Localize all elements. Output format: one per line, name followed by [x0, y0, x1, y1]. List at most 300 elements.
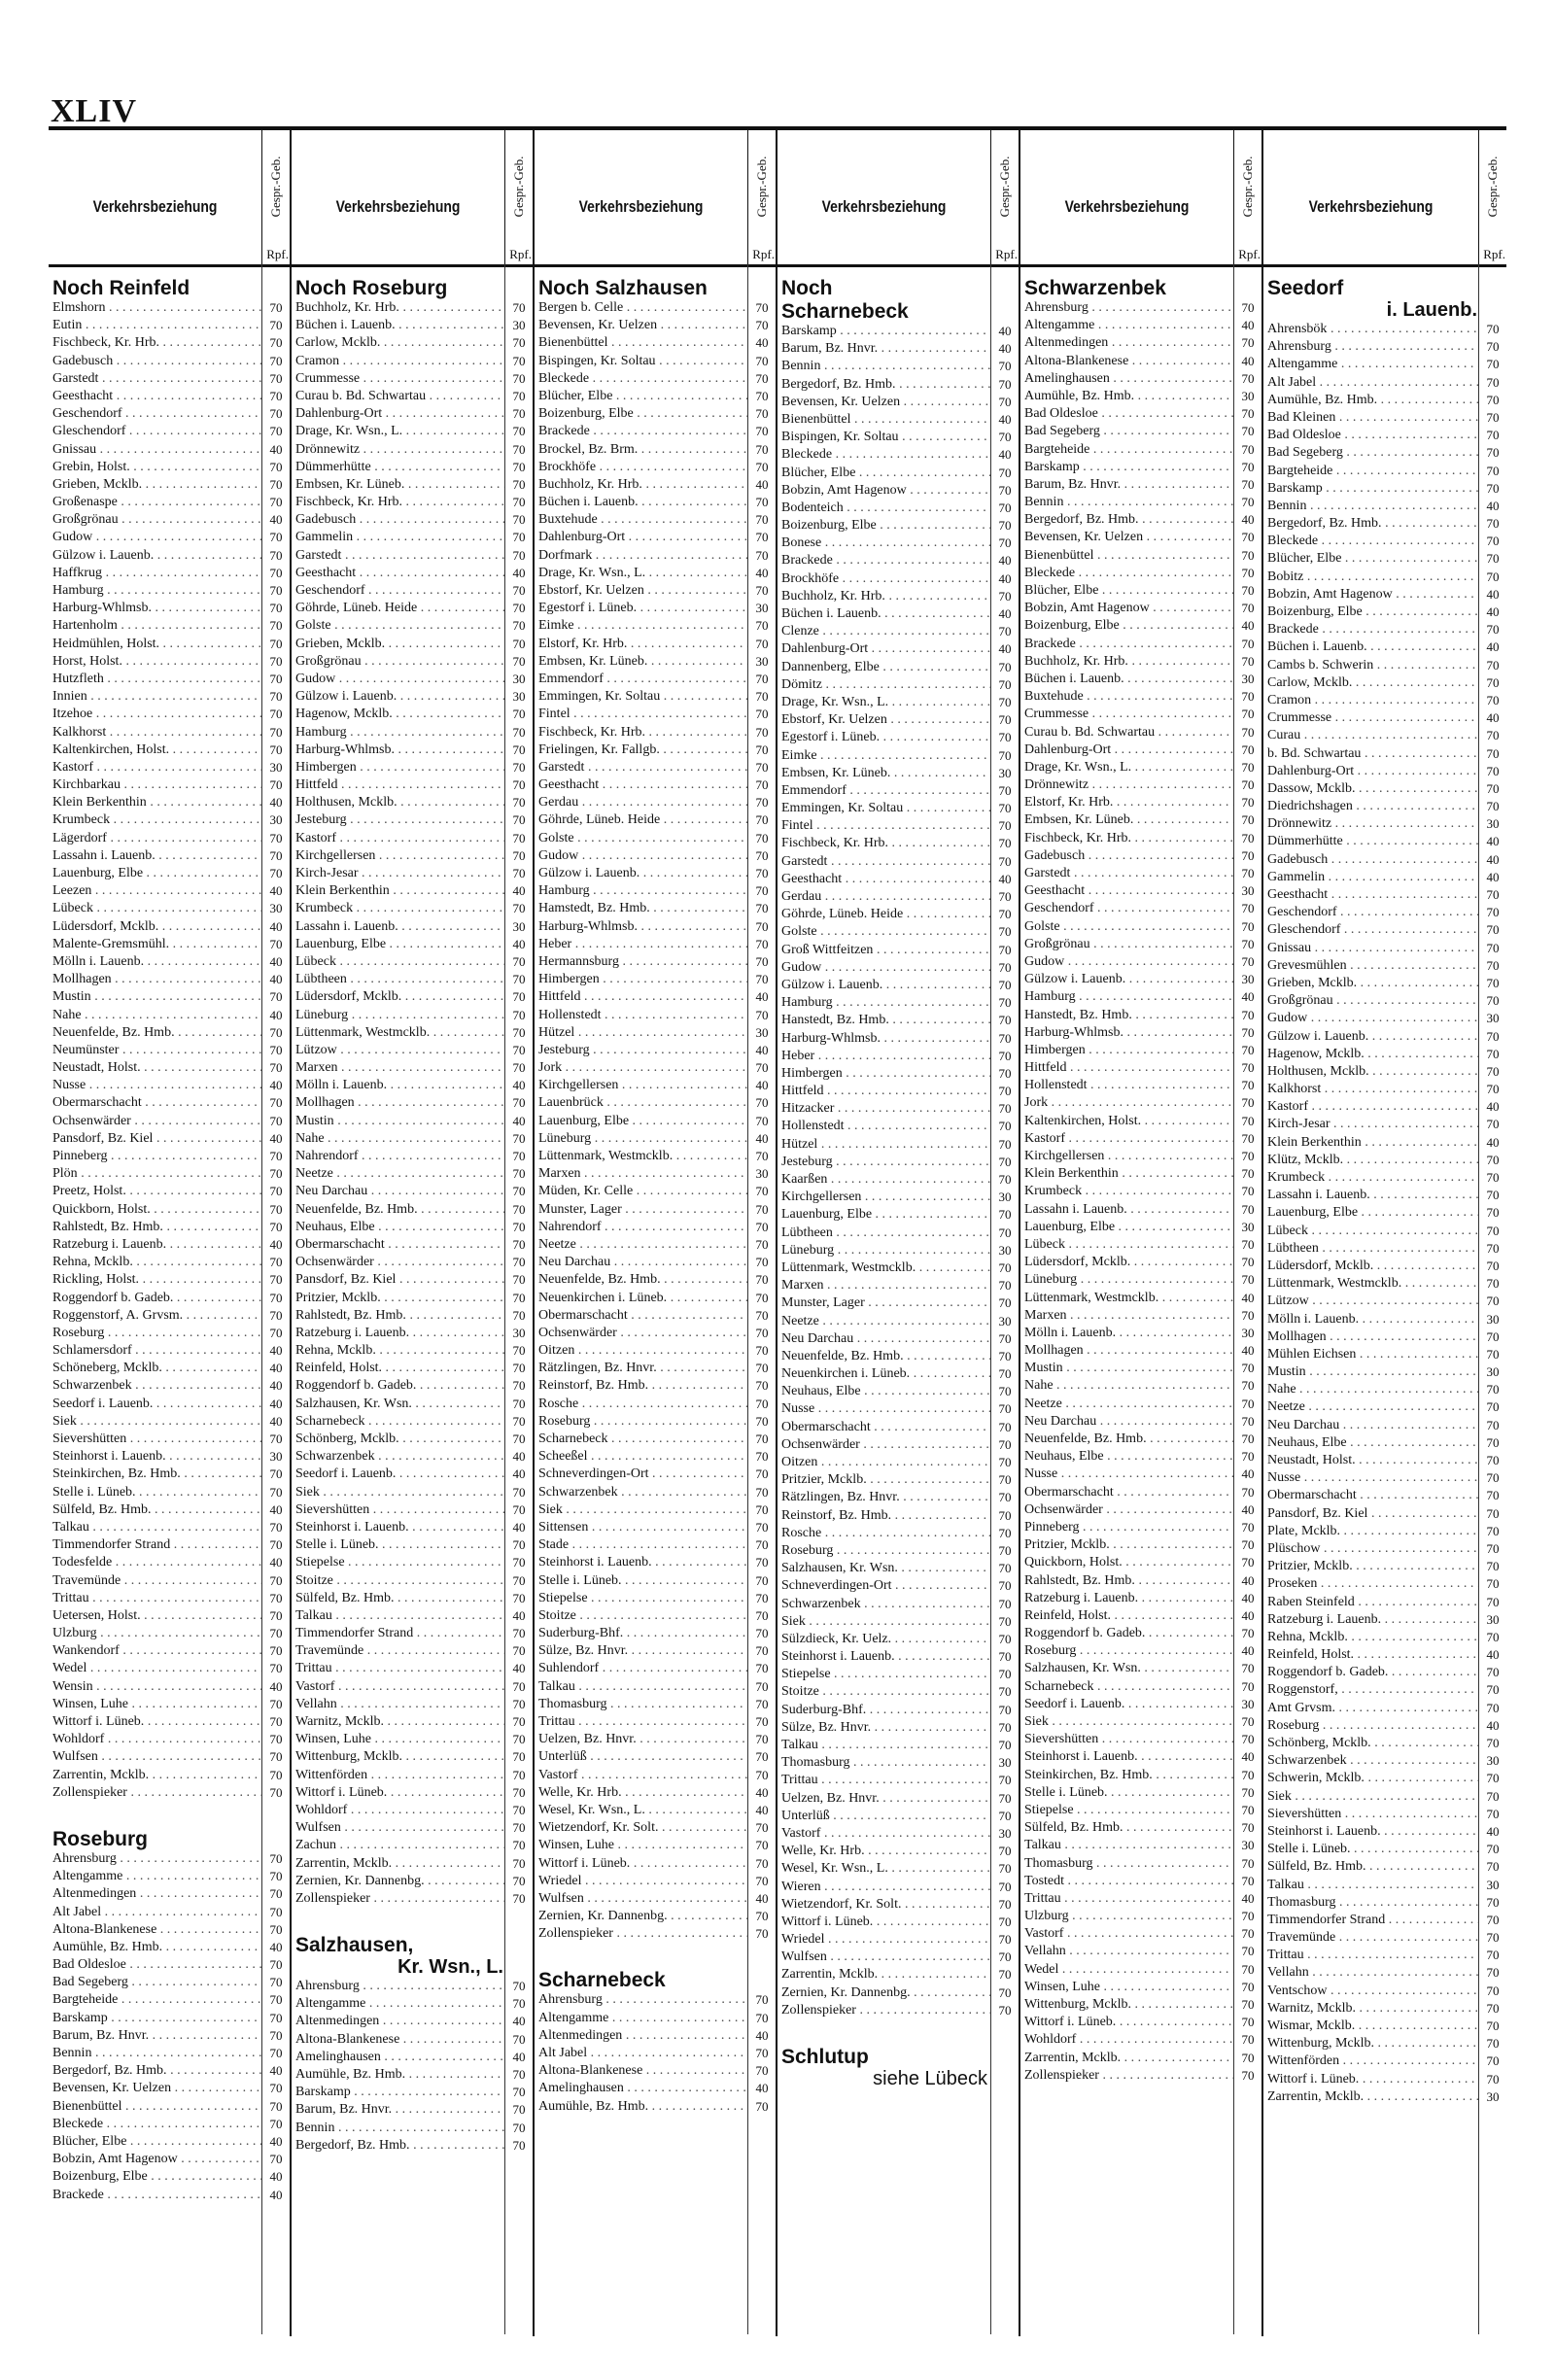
table-row — [1020, 1377, 1261, 1395]
fee-value: 30 — [998, 1190, 1012, 1205]
fee-value: 70 — [1241, 1042, 1255, 1057]
fee-value: 70 — [512, 777, 526, 793]
table-row — [292, 900, 533, 917]
table-row — [1020, 830, 1261, 847]
place-name: Dassow, Mcklb. . . . — [1263, 780, 1479, 798]
place-name: Wulfsen . . . — [49, 1748, 262, 1766]
place-name: Neuhaus, Elbe . . . — [1020, 1448, 1234, 1466]
place-name: Unterlüß . . . — [778, 1808, 991, 1825]
table-row — [1263, 392, 1506, 409]
place-name: Munster, Lager . . . — [778, 1294, 991, 1312]
place-name: Scharnebeck . . . — [292, 1413, 505, 1431]
place-name: Travemünde . . . — [292, 1642, 505, 1660]
table-row — [1263, 1223, 1506, 1240]
place-name: Rätzlingen, Bz. Hnvr. . . . — [778, 1489, 991, 1506]
fee-value: 40 — [755, 476, 769, 492]
fee-value: 70 — [1486, 2000, 1500, 2016]
place-name: Lübeck . . . — [49, 900, 262, 917]
table-row — [1020, 617, 1261, 635]
fee-value: 70 — [269, 636, 283, 651]
fee-value: 30 — [1486, 1011, 1500, 1026]
place-name: Stoitze . . . — [778, 1683, 991, 1701]
place-name: Schneverdingen-Ort . . . — [535, 1466, 748, 1483]
fee-value: 70 — [269, 1661, 283, 1676]
table-row — [1263, 1877, 1506, 1894]
place-name: Altengamme . . . — [535, 2010, 748, 2027]
place-name: Garstedt . . . — [292, 547, 505, 565]
section-title: Roseburg — [52, 1827, 149, 1850]
place-name: Rosche . . . — [535, 1396, 748, 1413]
place-name: Nusse . . . — [49, 1077, 262, 1094]
place-name: Wohldorf . . . — [292, 1802, 505, 1819]
table-row — [1263, 1912, 1506, 1929]
table-row — [778, 906, 1019, 923]
place-name: Roseburg . . . — [1020, 1642, 1234, 1660]
place-name: Neuenfelde, Bz. Hmb. . . . — [535, 1271, 748, 1289]
place-name: Steinhorst i. Lauenb. . . . — [292, 1519, 505, 1536]
fee-value: 70 — [998, 1561, 1012, 1576]
fee-value: 70 — [269, 1886, 283, 1902]
fee-value: 70 — [269, 989, 283, 1005]
table-row — [1263, 1611, 1506, 1629]
table-row — [49, 511, 290, 529]
fee-value: 70 — [1486, 1806, 1500, 1821]
table-row — [1020, 882, 1261, 900]
fee-value: 70 — [269, 618, 283, 634]
place-name: Scharnebeck . . . — [535, 1431, 748, 1448]
table-row — [778, 1525, 1019, 1542]
fee-value: 40 — [269, 2133, 283, 2149]
table-row — [1263, 1594, 1506, 1611]
fee-value: 70 — [755, 1678, 769, 1694]
table-row — [778, 535, 1019, 552]
fee-value: 40 — [1241, 1749, 1255, 1765]
place-name: Büchen i. Lauenb. . . . — [1263, 638, 1479, 656]
table-row — [535, 2098, 776, 2116]
table-row — [49, 476, 290, 494]
table-row — [49, 1165, 290, 1183]
fee-value: 70 — [512, 1784, 526, 1800]
fee-value: 70 — [998, 977, 1012, 992]
fee-value: 70 — [998, 730, 1012, 745]
table-row — [49, 1413, 290, 1431]
place-name: Steinhorst i. Lauenb. . . . — [778, 1648, 991, 1666]
table-row — [535, 2010, 776, 2027]
fee-value: 70 — [755, 883, 769, 899]
table-row — [49, 617, 290, 635]
table-row — [778, 1542, 1019, 1560]
place-name: Rehna, Mcklb. . . . — [1263, 1629, 1479, 1646]
place-name: Plate, Mcklb. . . . — [1263, 1523, 1479, 1540]
place-name: Garstedt . . . — [49, 370, 262, 388]
place-name: Zollenspieker . . . — [1020, 2067, 1234, 2085]
fee-value: 70 — [1241, 1626, 1255, 1641]
table-row — [1263, 1575, 1506, 1593]
fee-value: 70 — [512, 459, 526, 474]
header-unit: Rpf. — [752, 247, 775, 261]
fee-value: 40 — [269, 972, 283, 987]
place-name: Harburg-Whlmsb. . . . — [49, 600, 262, 617]
fee-value: 70 — [1241, 830, 1255, 845]
place-name: Kaltenkirchen, Holst. . . . — [49, 742, 262, 759]
place-name: Pritzier, Mcklb. . . . — [778, 1471, 991, 1489]
fee-value: 70 — [269, 1696, 283, 1711]
fee-value: 70 — [269, 495, 283, 510]
fee-value: 70 — [755, 1714, 769, 1729]
place-name: Hützel . . . — [535, 1024, 748, 1042]
fee-value: 70 — [998, 694, 1012, 709]
fee-value: 40 — [269, 1378, 283, 1394]
header-unit: Rpf. — [1483, 247, 1505, 261]
fee-value: 70 — [1486, 1453, 1500, 1467]
place-name: Himbergen . . . — [535, 971, 748, 988]
place-name: Bargteheide . . . — [1263, 463, 1479, 480]
column-header — [49, 130, 290, 264]
fee-value: 70 — [269, 1590, 283, 1605]
header-fee-label: Gespr.-Geb. — [1240, 155, 1255, 218]
table-row — [49, 1991, 290, 2009]
table-row — [49, 1885, 290, 1903]
fee-value: 30 — [998, 1755, 1012, 1771]
table-row — [1020, 1607, 1261, 1625]
fee-value: 40 — [755, 1042, 769, 1057]
place-name: Hamstedt, Bz. Hmb. . . . — [535, 900, 748, 917]
fee-value: 40 — [269, 1361, 283, 1376]
table-row — [1263, 692, 1506, 709]
table-row — [1263, 480, 1506, 498]
table-row — [292, 353, 533, 370]
fee-value: 70 — [998, 518, 1012, 534]
fee-value: 70 — [998, 1419, 1012, 1434]
place-name: Barum, Bz. Hnvr. . . . — [292, 2101, 505, 2119]
table-row — [535, 1007, 776, 1024]
table-row — [292, 1819, 533, 1837]
place-name: Jork . . . — [535, 1059, 748, 1077]
table-row — [778, 500, 1019, 517]
table-row — [49, 1024, 290, 1042]
place-name: Stoitze . . . — [292, 1572, 505, 1590]
table-row — [535, 971, 776, 988]
table-row — [778, 1348, 1019, 1365]
fee-value: 70 — [998, 1861, 1012, 1877]
fee-value: 70 — [512, 1484, 526, 1500]
place-name: Buchholz, Kr. Hrb. . . . — [292, 299, 505, 317]
place-name: Gadebusch . . . — [1263, 851, 1479, 869]
place-name: Timmendorfer Strand . . . — [292, 1625, 505, 1642]
fee-value: 40 — [1241, 512, 1255, 528]
table-row — [778, 1631, 1019, 1648]
fee-value: 70 — [998, 588, 1012, 604]
fee-value: 70 — [512, 1696, 526, 1711]
fee-value: 70 — [512, 866, 526, 880]
fee-value: 70 — [1486, 1152, 1500, 1167]
fee-value: 70 — [755, 1095, 769, 1111]
table-row — [49, 388, 290, 405]
table-row — [778, 994, 1019, 1012]
fee-value: 40 — [998, 871, 1012, 886]
place-name: Grevesmühlen . . . — [1263, 957, 1479, 975]
table-row — [1020, 1625, 1261, 1642]
place-name: Bleckede . . . — [778, 446, 991, 464]
table-row — [1020, 1094, 1261, 1112]
table-row — [292, 1802, 533, 1819]
place-name: Lauenburg, Elbe . . . — [292, 936, 505, 953]
place-name: Neetze . . . — [778, 1313, 991, 1330]
fee-value: 70 — [512, 1184, 526, 1199]
table-row — [292, 2084, 533, 2101]
place-name: Brackede . . . — [535, 423, 748, 440]
place-name: Kirch-Jesar . . . — [1263, 1116, 1479, 1133]
place-name: Altenmedingen . . . — [1020, 334, 1234, 352]
fee-value: 70 — [755, 459, 769, 474]
place-name: Reinfeld, Holst. . . . — [292, 1360, 505, 1377]
fee-value: 30 — [1241, 883, 1255, 899]
place-name: Klein Berkenthin . . . — [1020, 1165, 1234, 1183]
place-name: Eimke . . . — [778, 747, 991, 765]
place-name: Großgrönau . . . — [1263, 992, 1479, 1010]
fee-value: 70 — [1241, 1926, 1255, 1942]
fee-value: 40 — [512, 1466, 526, 1482]
place-name: Reinstorf, Bz. Hmb. . . . — [778, 1507, 991, 1525]
fee-value: 70 — [998, 836, 1012, 851]
table-row — [535, 653, 776, 671]
table-row — [1263, 2052, 1506, 2070]
fee-value: 70 — [269, 1290, 283, 1305]
table-row — [49, 2168, 290, 2186]
fee-value: 40 — [269, 1396, 283, 1411]
table-row — [49, 1254, 290, 1271]
place-name: Schwerin, Mcklb. . . . — [1263, 1770, 1479, 1787]
table-row — [1263, 409, 1506, 427]
place-name: Barskamp . . . — [1263, 480, 1479, 498]
header-fee — [747, 130, 776, 264]
place-name: Bispingen, Kr. Soltau . . . — [535, 353, 748, 370]
place-name: Geschendorf . . . — [49, 405, 262, 423]
table-row — [535, 1519, 776, 1536]
table-row — [1263, 1346, 1506, 1363]
table-row — [1020, 847, 1261, 865]
fee-value: 70 — [512, 1307, 526, 1323]
table-row — [49, 1572, 290, 1590]
place-name: Timmendorfer Strand . . . — [1263, 1912, 1479, 1929]
table-row — [1020, 1925, 1261, 1943]
fee-value: 70 — [1241, 689, 1255, 705]
table-row — [1020, 1802, 1261, 1819]
fee-value: 40 — [512, 1113, 526, 1128]
table-row — [778, 1507, 1019, 1525]
place-name: Buxtehude . . . — [1020, 688, 1234, 706]
table-row — [1263, 674, 1506, 692]
place-name: Neuenfelde, Bz. Hmb. . . . — [292, 1201, 505, 1219]
table-row — [778, 765, 1019, 782]
place-name: Gülzow i. Lauenb. . . . — [1020, 971, 1234, 988]
fee-value: 70 — [512, 353, 526, 368]
place-name: Stiepelse . . . — [292, 1554, 505, 1571]
table-row — [1263, 1134, 1506, 1152]
table-row — [1020, 794, 1261, 811]
place-name: Talkau . . . — [292, 1607, 505, 1625]
table-row — [292, 794, 533, 811]
table-row — [292, 1484, 533, 1501]
fee-value: 70 — [1486, 2018, 1500, 2033]
place-name: Zollenspieker . . . — [778, 2002, 991, 2019]
place-name: Sittensen . . . — [535, 1519, 748, 1536]
place-name: Gadebusch . . . — [1020, 847, 1234, 865]
place-name: Kirchbarkau . . . — [49, 776, 262, 794]
place-name: Hamburg . . . — [1020, 988, 1234, 1006]
fee-value: 70 — [998, 1844, 1012, 1859]
table-row — [292, 1890, 533, 1908]
fee-value: 70 — [1486, 993, 1500, 1009]
fee-value: 70 — [998, 676, 1012, 692]
place-name: Sülze, Bz. Hnvr. . . . — [778, 1719, 991, 1737]
fee-value: 40 — [998, 324, 1012, 338]
table-row — [292, 1466, 533, 1483]
place-name: Mustin . . . — [292, 1113, 505, 1130]
place-name: Ulzburg . . . — [49, 1625, 262, 1642]
table-row — [292, 547, 533, 565]
place-name: Hittfeld . . . — [292, 776, 505, 794]
place-name: Ahrensburg . . . — [49, 1850, 262, 1868]
place-name: Stiepelse . . . — [778, 1666, 991, 1683]
fee-value: 70 — [1486, 516, 1500, 532]
table-row — [535, 1413, 776, 1431]
place-name: Carlow, Mcklb. . . . — [1263, 674, 1479, 692]
table-row — [49, 1113, 290, 1130]
place-name: Neuhaus, Elbe . . . — [778, 1383, 991, 1400]
fee-value: 70 — [998, 500, 1012, 515]
table-row — [535, 1501, 776, 1519]
place-name: Fischbeck, Kr. Hrb. . . . — [49, 334, 262, 352]
table-row — [49, 1625, 290, 1642]
table-row — [1263, 851, 1506, 869]
place-name: Winsen, Luhe . . . — [49, 1696, 262, 1713]
place-name: Drönnewitz . . . — [1263, 815, 1479, 833]
place-name: Lützow . . . — [1263, 1293, 1479, 1310]
fee-value: 70 — [1241, 1767, 1255, 1782]
place-name: Hittfeld . . . — [535, 988, 748, 1006]
fee-value: 70 — [1241, 547, 1255, 563]
column-body — [778, 264, 1019, 2334]
table-row — [778, 1879, 1019, 1896]
table-row — [778, 340, 1019, 358]
table-row — [1263, 1293, 1506, 1310]
fee-value: 70 — [1486, 1346, 1500, 1362]
table-row — [49, 936, 290, 953]
place-name: Hutzfleth . . . — [49, 671, 262, 688]
table-row — [535, 900, 776, 917]
place-name: Aumühle, Bz. Hmb. . . . — [535, 2098, 748, 2116]
place-name: Emmendorf . . . — [778, 782, 991, 800]
table-row — [49, 299, 290, 317]
fee-value: 70 — [998, 853, 1012, 869]
table-row — [778, 923, 1019, 941]
table-row — [292, 1290, 533, 1307]
table-row — [292, 1837, 533, 1854]
place-name: Obermarschacht . . . — [1263, 1487, 1479, 1504]
fee-value: 70 — [755, 759, 769, 775]
place-name: Reinfeld, Holst. . . . — [1263, 1646, 1479, 1664]
fee-value: 70 — [998, 394, 1012, 409]
place-name: Bad Oldesloe . . . — [49, 1956, 262, 1974]
fee-value: 70 — [755, 812, 769, 828]
table-row — [1020, 511, 1261, 529]
table-row — [535, 671, 776, 688]
table-row — [1263, 1363, 1506, 1381]
place-name: Talkau . . . — [1263, 1877, 1479, 1894]
place-name: Rahlstedt, Bz. Hmb. . . . — [1020, 1572, 1234, 1590]
place-name: Sievershütten . . . — [1263, 1806, 1479, 1823]
fee-value: 30 — [512, 1325, 526, 1340]
fee-value: 70 — [512, 1024, 526, 1040]
table-row — [49, 2010, 290, 2027]
table-row — [292, 1024, 533, 1042]
place-name: Hützel . . . — [778, 1136, 991, 1154]
fee-value: 70 — [998, 1914, 1012, 1929]
table-row — [535, 565, 776, 582]
place-name: Wulfsen . . . — [778, 1949, 991, 1966]
place-name: Nusse . . . — [778, 1400, 991, 1418]
fee-value: 70 — [755, 1572, 769, 1588]
fee-value: 70 — [755, 936, 769, 951]
fee-value: 70 — [1241, 601, 1255, 616]
fee-value: 70 — [512, 388, 526, 403]
table-row — [1263, 780, 1506, 798]
table-row — [1263, 1558, 1506, 1575]
place-name: Obermarschacht . . . — [1020, 1484, 1234, 1501]
table-row — [292, 2101, 533, 2119]
place-name: Büchen i. Lauenb. . . . — [778, 605, 991, 623]
fee-value: 70 — [1241, 1537, 1255, 1553]
place-name: Bodenteich . . . — [778, 500, 991, 517]
place-name: Bennin . . . — [1020, 494, 1234, 511]
place-name: Vellahn . . . — [292, 1696, 505, 1713]
header-fee — [990, 130, 1019, 264]
table-row — [49, 1219, 290, 1236]
table-row — [49, 1921, 290, 1939]
place-name: Siek . . . — [535, 1501, 748, 1519]
place-name: Wittorf i. Lüneb. . . . — [1263, 2071, 1479, 2088]
section-title: Noch Salzhausen — [538, 277, 708, 299]
table-row — [778, 1330, 1019, 1348]
fee-value: 70 — [998, 1631, 1012, 1646]
fee-value: 70 — [998, 1578, 1012, 1594]
fee-value: 40 — [269, 2063, 283, 2079]
place-name: Brackede . . . — [49, 2187, 262, 2204]
table-row — [49, 2098, 290, 2116]
place-name: Lüttenmark, Westmcklb. . . . — [778, 1259, 991, 1277]
table-row — [1263, 1311, 1506, 1328]
place-name: Krumbeck . . . — [1263, 1169, 1479, 1187]
place-name: Nahe . . . — [49, 1007, 262, 1024]
fee-value: 70 — [998, 1330, 1012, 1346]
table-row — [778, 1294, 1019, 1312]
table-row — [1020, 1254, 1261, 1271]
table-row — [1020, 2050, 1261, 2067]
table-row — [535, 1094, 776, 1112]
place-name: Gleschendorf . . . — [1263, 921, 1479, 939]
table-row — [778, 429, 1019, 446]
table-row — [1263, 1046, 1506, 1063]
table-row — [49, 405, 290, 423]
fee-value: 70 — [998, 1436, 1012, 1452]
table-row — [1263, 940, 1506, 957]
place-name: Schwarzenbek . . . — [1263, 1752, 1479, 1770]
fee-value: 70 — [269, 830, 283, 845]
fee-value: 40 — [1486, 639, 1500, 655]
place-name: Wieren . . . — [778, 1879, 991, 1896]
fee-value: 70 — [1241, 953, 1255, 969]
